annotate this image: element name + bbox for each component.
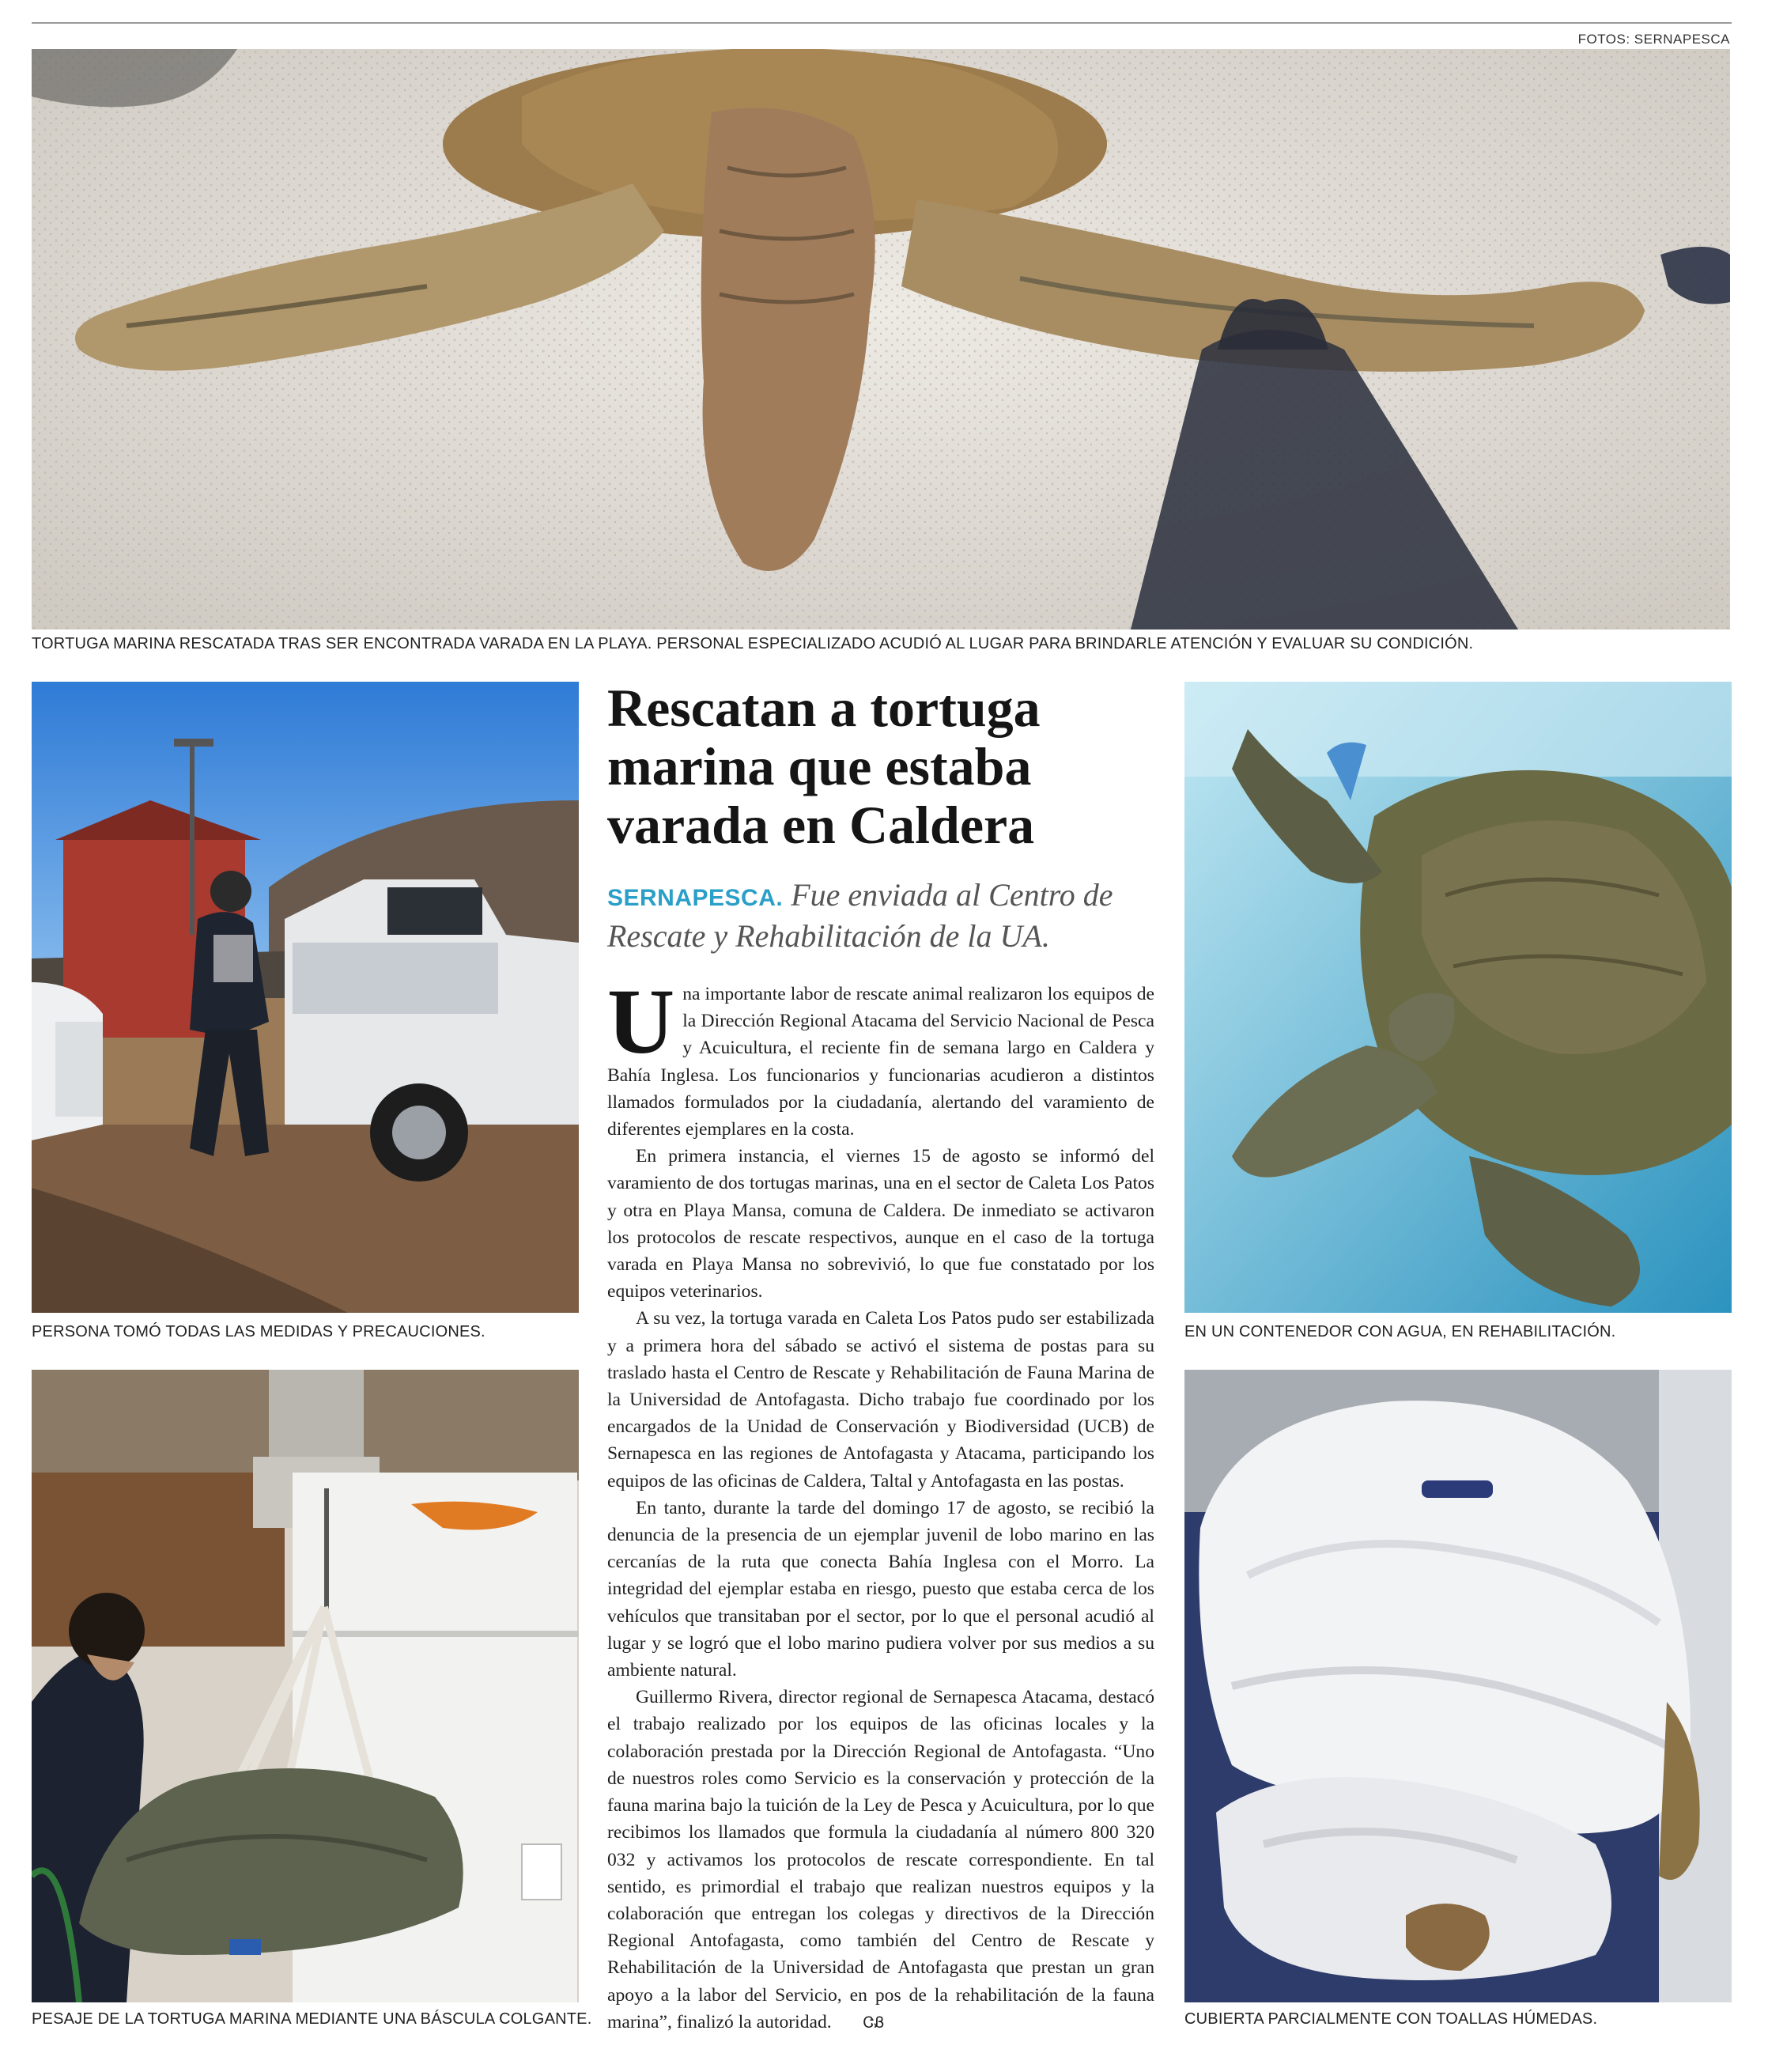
paragraph-5: [607, 1684, 1154, 2036]
paragraph-4: En tanto, durante la tarde del domingo 17 de agosto, se recibió la denuncia de la presencia de un ejemplar juvenil de lobo marino en las cercanías de la ruta que conecta Bahía Inglesa con el Morro. La integridad del ejemplar estaba en riesgo, puesto que estaba cerca de los vehículos que transitaban por el sector, por lo que el personal acudió al lugar y se logró que el lobo marino pudiera volver por sus medios a su ambiente natural.: [607, 1497, 1154, 1681]
weighing-photo: [32, 1370, 579, 2002]
person-photo-caption: PERSONA TOMÓ TODAS LAS MEDIDAS Y PRECAUCIONES.: [32, 1323, 485, 1340]
article-body: [607, 970, 1154, 2036]
main-photo-caption: TORTUGA MARINA RESCATADA TRAS SER ENCONTRADA VARADA EN LA PLAYA. PERSONAL ESPECIALIZADO ACUDIÓ AL LUGAR PARA BRINDARLE ATENCIÓN Y EVALUAR SU CONDICIÓN.: [32, 635, 1474, 652]
person-truck-photo: [32, 682, 579, 1313]
top-rule: [32, 22, 1732, 24]
main-turtle-photo: [32, 49, 1730, 630]
photo-credit: FOTOS: SERNAPESCA: [1577, 32, 1730, 47]
article-deck-text: Fue enviada al Centro de Rescate y Rehabilitación de la UA.: [607, 877, 1113, 954]
article-headline: Rescatan a tortuga marina que estaba varada en Caldera: [607, 678, 1041, 855]
article-deck: [607, 876, 1161, 955]
weighing-photo-caption: PESAJE DE LA TORTUGA MARINA MEDIANTE UNA BÁSCULA COLGANTE.: [32, 2010, 592, 2028]
towels-photo: [1184, 1370, 1732, 2002]
paragraph-3: A su vez, la tortuga varada en Caleta Los Patos pudo ser estabilizada y a primera hora del sábado se activó el sistema de postas para su traslado hasta el Centro de Rescate y Rehabilitación de Fauna Marina de la Universidad de Antofagasta. Dicho trabajo fue coordinado por los encargados de la Unidad de Conservación y Biodiversidad (UCB) de Sernapesca en las regiones de Antofagasta y Atacama, participando los equipos de las oficinas de Caldera, Taltal y Antofagasta en las postas.: [607, 1308, 1154, 1492]
drop-cap: U: [607, 970, 675, 1073]
end-mark: ᏣᏰ: [863, 2013, 885, 2032]
paragraph-5-text: Guillermo Rivera, director regional de Sernapesca Atacama, destacó el trabajo realizado por los equipos de las oficinas locales y la colaboración prestada por la Dirección Regional de Antofagasta. “Uno de nuestros roles como Servicio es la conservación y protección de la fauna marina bajo la tuición de la Ley de Pesca y Acuicultura, por lo que recibimos los llamados que formula la ciudadanía al número 800 320 032 y activamos los protocolos de rescate correspondiente. En tal sentido, es primordial el trabajo que realizan nuestros equipos y la colaboración que entregan los colegas y directivos de la Dirección Regional Antofagasta, como también del Centro de Rescate y Rehabilitación de la Universidad de Antofagasta que prestan un gran apoyo a la labor del Servicio, en pos de la rehabilitación de la fauna marina”, finalizó la autoridad.: [607, 1687, 1154, 2032]
container-photo-caption: EN UN CONTENEDOR CON AGUA, EN REHABILITACIÓN.: [1184, 1323, 1616, 1340]
container-photo: [1184, 682, 1732, 1313]
towels-photo-caption: CUBIERTA PARCIALMENTE CON TOALLAS HÚMEDAS.: [1184, 2010, 1598, 2028]
article-kicker: SERNAPESCA.: [607, 885, 784, 911]
paragraph-2: En primera instancia, el viernes 15 de agosto se informó del varamiento de dos tortugas marinas, una en el sector de Caleta Los Patos y otra en Playa Mansa, comuna de Caldera. De inmediato se activaron los protocolos de rescate respectivos, aunque en el caso de la tortuga varada en Playa Mansa no sobrevivió, lo que fue constatado por los equipos veterinarios.: [607, 1146, 1154, 1303]
paragraph-1: na importante labor de rescate animal realizaron los equipos de la Dirección Regional Atacama del Servicio Nacional de Pesca y Acuicultura, el reciente fin de semana largo en Caldera y Bahía Inglesa. Los funcionarios y funcionarias acudieron a distintos llamados formulados por la ciudadanía, alertando del varamiento de diferentes ejemplares en la costa.: [607, 984, 1154, 1140]
